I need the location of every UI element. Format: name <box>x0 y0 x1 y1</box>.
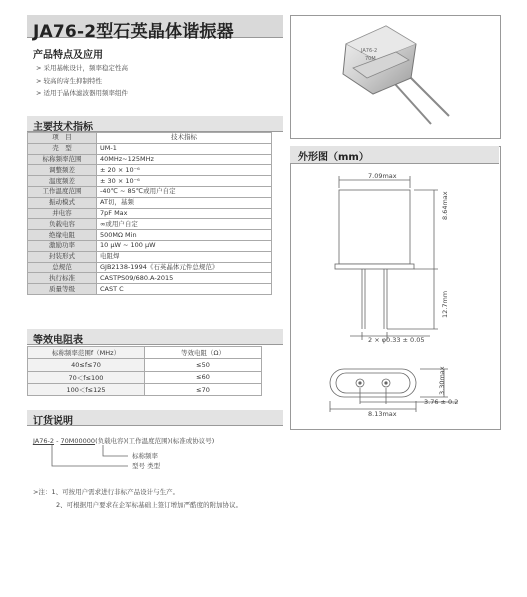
dim-pins: 2 × φ0.33 ± 0.05 <box>368 336 425 344</box>
dim-width: 7.09max <box>368 172 397 180</box>
spec-value: 40MHz~125MHz <box>97 154 272 165</box>
table-row <box>28 133 272 144</box>
specs-heading: 主要技术指标 <box>33 122 93 133</box>
spec-value: CAST C <box>97 284 272 295</box>
spec-key: 质量等级 <box>28 284 97 295</box>
spec-value: CASTPS09/680.A-2015 <box>97 273 272 284</box>
page-title: JA76-2型石英晶体谐振器 <box>33 22 234 42</box>
res-value: ≤60 <box>145 371 262 383</box>
table-row <box>28 262 272 273</box>
table-row <box>28 208 272 219</box>
outline-heading: 外形图（mm） <box>298 152 369 163</box>
table-row <box>28 176 272 187</box>
res-range: 70＜f≤100 <box>28 371 145 383</box>
note-line-1: >注：1、可按用户需求进行非标产品设计与生产。 <box>33 488 180 496</box>
spec-value: 10 μW ~ 100 μW <box>97 240 272 251</box>
resistance-table <box>27 346 262 396</box>
note-line-2: 2、可根据用户要求在企军标基础上签订增加严酷度的附加协议。 <box>56 501 243 509</box>
ordering-heading: 订货说明 <box>33 416 73 427</box>
resistance-table-wrap <box>27 346 262 396</box>
spec-key: 温度频差 <box>28 176 97 187</box>
order-dash: - <box>54 437 61 445</box>
spec-value: GJB2138-1994《石英晶体元件总规范》 <box>97 262 272 273</box>
dim-bottom-height: 3.30max <box>438 366 446 395</box>
spec-value: 500MΩ Min <box>97 230 272 241</box>
specs-table-wrap <box>27 132 272 295</box>
order-rest: (负载电容)(工作温度范围)(标准或协议号) <box>95 437 215 445</box>
spec-key: 壳 型 <box>28 143 97 154</box>
table-row <box>28 219 272 230</box>
table-row <box>28 230 272 241</box>
res-range: 40≤f≤70 <box>28 359 145 371</box>
features-list <box>36 62 128 100</box>
spec-key: 振动模式 <box>28 197 97 208</box>
spec-key: 工作温度范围 <box>28 186 97 197</box>
table-row <box>28 186 272 197</box>
table-row <box>28 251 272 262</box>
table-row <box>28 240 272 251</box>
spec-key: 项 目 <box>28 133 97 144</box>
feature-item: > 较高的寄生抑制特性 <box>36 76 103 85</box>
crystal-photo <box>291 16 500 138</box>
spec-value: UM-1 <box>97 143 272 154</box>
spec-key: 执行标准 <box>28 273 97 284</box>
dim-lead: 12.7mm <box>441 290 449 318</box>
spec-value: 电阻焊 <box>97 251 272 262</box>
table-row <box>28 284 272 295</box>
spec-value: 技术指标 <box>97 133 272 144</box>
table-row <box>28 273 272 284</box>
res-value: 等效电阻（Ω） <box>145 347 262 359</box>
res-value: ≤70 <box>145 383 262 395</box>
spec-key: 负载电容 <box>28 219 97 230</box>
feature-item: > 采用基帐设计，频率稳定性高 <box>36 64 129 72</box>
svg-text:JA76-2: JA76-2 <box>361 48 378 54</box>
table-row <box>28 383 262 395</box>
resistance-heading: 等效电阻表 <box>33 335 83 346</box>
table-row <box>28 359 262 371</box>
spec-key: 封装形式 <box>28 251 97 262</box>
order-model-code: JA76-2 <box>33 437 55 445</box>
spec-value: ∞或用户自定 <box>97 219 272 230</box>
dim-bottom-width: 8.13max <box>368 410 397 418</box>
table-row <box>28 143 272 154</box>
dim-pitch: 3.76 ± 0.2 <box>424 398 459 406</box>
spec-value: 7pF Max <box>97 208 272 219</box>
res-range: 标称频率范围f（MHz） <box>28 347 145 359</box>
res-value: ≤50 <box>145 359 262 371</box>
order-label-model: 型号 类型 <box>132 462 161 470</box>
dim-height: 8.64max <box>441 191 449 220</box>
spec-key: 并电容 <box>28 208 97 219</box>
table-row <box>28 347 262 359</box>
spec-key: 总规范 <box>28 262 97 273</box>
feature-item: > 适用于晶体滤波器用频率组件 <box>36 89 129 97</box>
outline-drawing <box>290 164 499 428</box>
order-label-freq: 标称频率 <box>132 452 158 460</box>
table-row <box>28 371 262 383</box>
spec-value: AT切，基频 <box>97 197 272 208</box>
spec-value: ± 20 × 10⁻⁶ <box>97 165 272 176</box>
table-row <box>28 165 272 176</box>
order-freq-code: 70M00000 <box>60 437 96 445</box>
spec-key: 标称频率范围 <box>28 154 97 165</box>
features-heading: 产品特点及应用 <box>33 50 103 61</box>
spec-key: 激励功率 <box>28 240 97 251</box>
spec-key: 调整频差 <box>28 165 97 176</box>
res-range: 100＜f≤125 <box>28 383 145 395</box>
svg-text:70M: 70M <box>365 56 376 62</box>
product-photo-frame <box>290 15 501 139</box>
specs-table <box>27 132 272 295</box>
spec-value: -40℃ ~ 85℃或用户自定 <box>97 186 272 197</box>
table-row <box>28 154 272 165</box>
spec-value: ± 30 × 10⁻⁶ <box>97 176 272 187</box>
spec-key: 绝缘电阻 <box>28 230 97 241</box>
table-row <box>28 197 272 208</box>
